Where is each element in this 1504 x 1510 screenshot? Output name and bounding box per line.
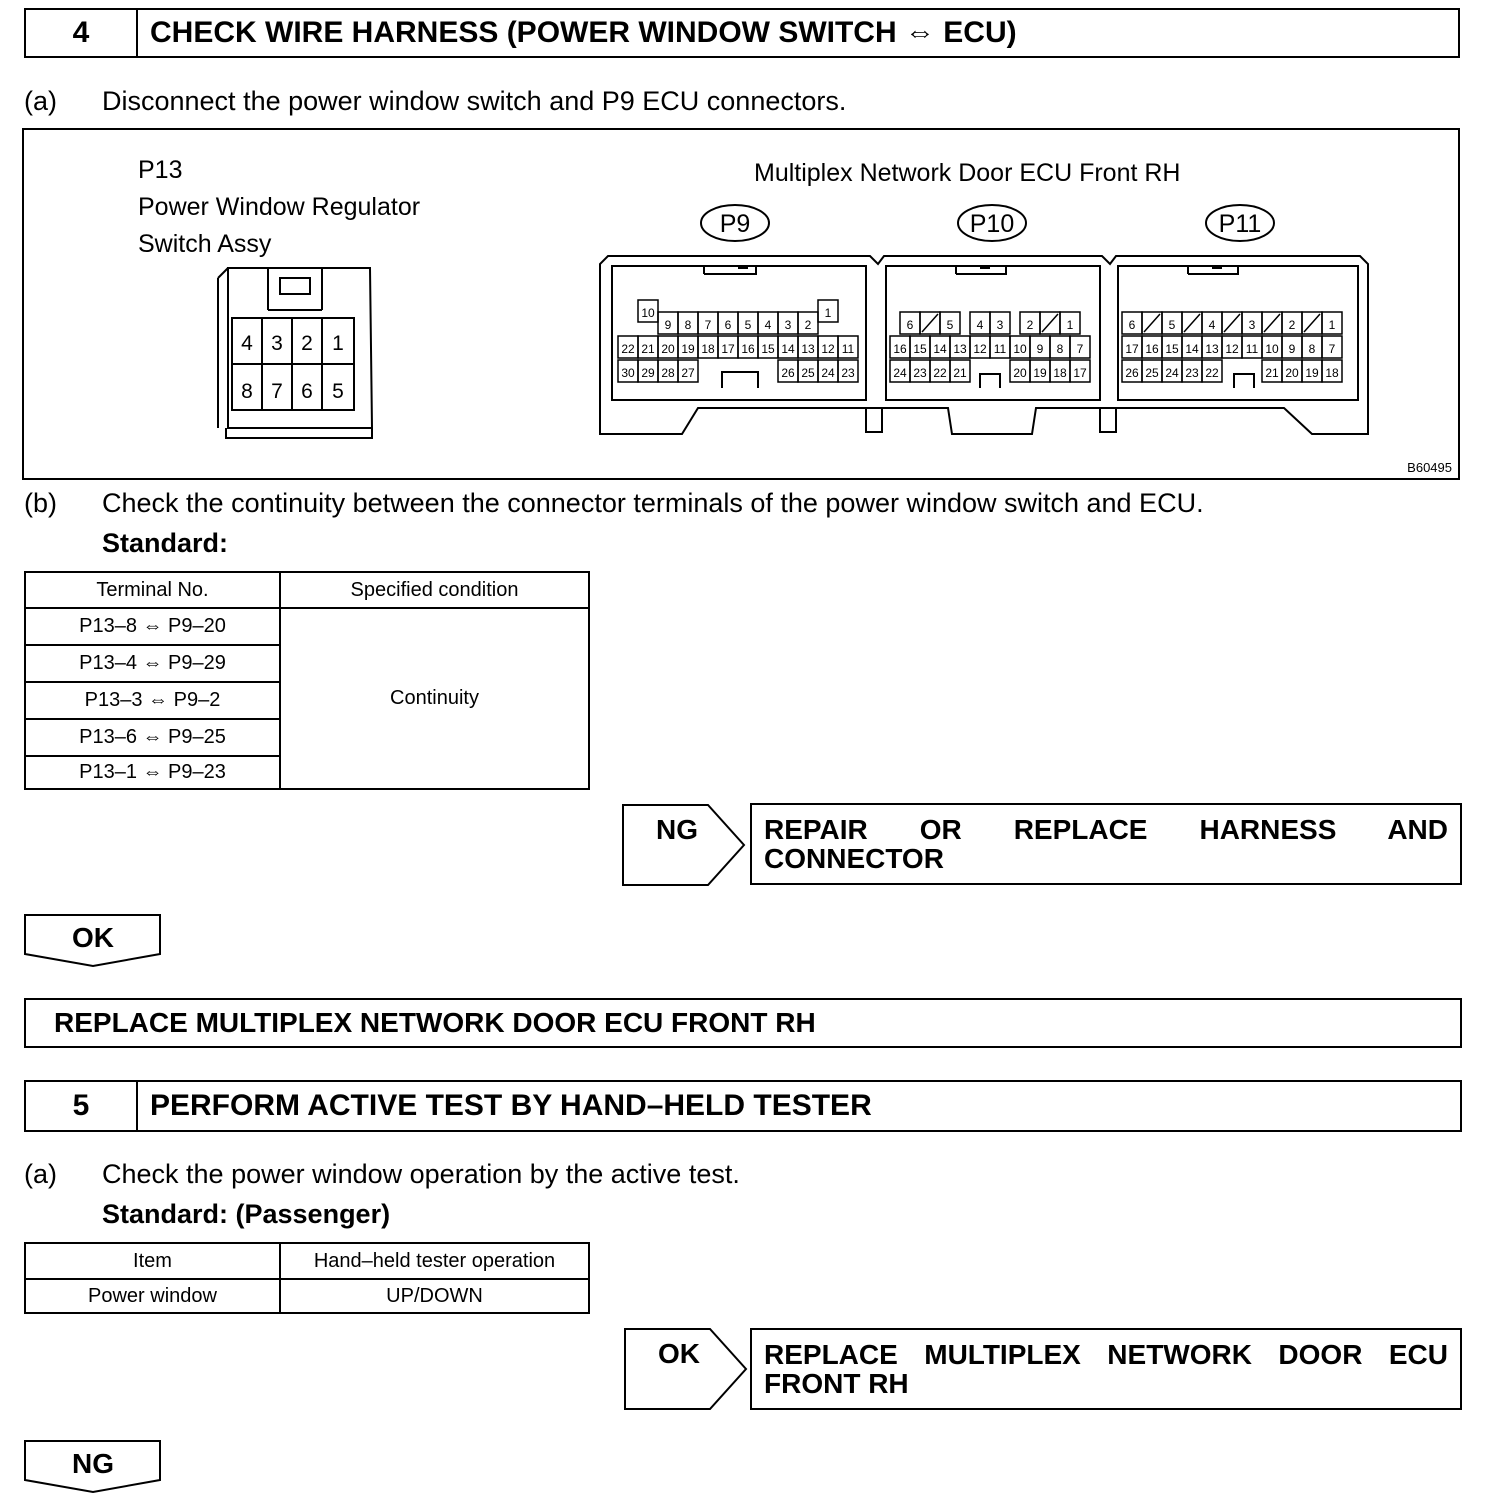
ecu-pin-label: 26 (1125, 366, 1139, 380)
switch-label-p13: P13 (138, 156, 183, 184)
ecu-pin-label: 21 (641, 342, 655, 356)
ecu-pin-label: 20 (1285, 366, 1299, 380)
ecu-pin-label: 2 (1026, 318, 1034, 332)
ecu-pin-label: 22 (621, 342, 635, 356)
step4-ng-arrow (622, 804, 746, 886)
p13-pin: 7 (271, 380, 283, 403)
active-test-table (24, 1242, 590, 1314)
ecu-pin-label: 17 (721, 342, 735, 356)
ecu-pin-label: 10 (1013, 342, 1027, 356)
step5-ng-label: NG (72, 1448, 114, 1479)
ecu-pin-label: 23 (913, 366, 927, 380)
step4-ng-label: NG (656, 814, 698, 845)
step4-standard-label: Standard: (102, 528, 229, 558)
ecu-pin-label: 20 (1013, 366, 1027, 380)
terminal-cell: P13–1 ⇔ P9–23 (25, 756, 280, 789)
ecu-pin-label: 24 (893, 366, 907, 380)
ecu-pin-label: 17 (1073, 366, 1087, 380)
table-header: Hand–held tester operation (280, 1243, 589, 1279)
connector-diagram (22, 128, 1462, 482)
terminal-cell: P13–3 ⇔ P9–2 (25, 682, 280, 719)
ecu-pin-label: 30 (621, 366, 635, 380)
ecu-pin-slash (1184, 314, 1200, 332)
ecu-pin-label: 5 (744, 318, 752, 332)
ecu-pin-label: 6 (906, 318, 914, 332)
ecu-pin-label: 9 (1036, 342, 1044, 356)
ecu-pin-label: 15 (913, 342, 927, 356)
item-cell: Power window (25, 1279, 280, 1313)
ecu-pin-label: 16 (741, 342, 755, 356)
p13-pin: 2 (301, 332, 313, 355)
ecu-pin-label: 23 (1185, 366, 1199, 380)
p10-name: P10 (969, 210, 1015, 238)
ecu-pin-label: 15 (1165, 342, 1179, 356)
ecu-pin-label: 19 (681, 342, 695, 356)
ecu-pin-label: 12 (1225, 342, 1239, 356)
ecu-pin-slash (922, 314, 938, 332)
ecu-pin-slash (1224, 314, 1240, 332)
ecu-pin-label: 25 (1145, 366, 1159, 380)
ecu-pin-label: 17 (1125, 342, 1139, 356)
ecu-pin-slash (1304, 314, 1320, 332)
ecu-pin-label: 13 (1205, 342, 1219, 356)
p13-pin: 5 (332, 380, 344, 403)
ecu-pin-label: 28 (661, 366, 675, 380)
ecu-pin-label: 5 (1168, 318, 1176, 332)
ecu-pin-label: 10 (641, 306, 655, 320)
ecu-pin-label: 16 (893, 342, 907, 356)
p9-name: P9 (719, 210, 751, 238)
step4-a-text: Disconnect the power window switch and P9 ECU connectors. (102, 86, 847, 116)
step4-ok-label: OK (72, 922, 114, 953)
step5-ng-tab (24, 1440, 162, 1494)
ecu-pin-label: 18 (1325, 366, 1339, 380)
table-header: Item (25, 1243, 280, 1279)
step5-a (24, 1159, 740, 1190)
table-header: Terminal No. (25, 572, 280, 608)
ecu-pin-label: 22 (1205, 366, 1219, 380)
step4-b-label: (b) (24, 488, 57, 518)
step5-a-text: Check the power window operation by the active test. (102, 1159, 740, 1189)
step4-title: CHECK WIRE HARNESS (POWER WINDOW SWITCH ⇔ ECU) (150, 16, 1017, 49)
ecu-pin-label: 21 (953, 366, 967, 380)
step4-number: 4 (26, 10, 138, 56)
ecu-pin-label: 2 (804, 318, 812, 332)
p13-pin: 3 (271, 332, 283, 355)
ecu-pin-label: 7 (1328, 342, 1336, 356)
ecu-pin-label: 3 (784, 318, 792, 332)
ecu-pin-slash (1144, 314, 1160, 332)
ecu-pin-label: 19 (1305, 366, 1319, 380)
step4-header (24, 8, 1460, 58)
step4-ok-tab (24, 914, 162, 968)
ecu-pin-label: 4 (1208, 318, 1216, 332)
ecu-pin-label: 13 (801, 342, 815, 356)
step4-b (24, 488, 1204, 519)
ecu-pin-label: 15 (761, 342, 775, 356)
ecu-pin-label: 8 (1056, 342, 1064, 356)
p11-name: P11 (1218, 210, 1262, 238)
ecu-pin-label: 25 (801, 366, 815, 380)
ecu-pin-label: 18 (701, 342, 715, 356)
ecu-pin-label: 26 (781, 366, 795, 380)
ecu-pin-label: 8 (1308, 342, 1316, 356)
ecu-pin-label: 6 (724, 318, 732, 332)
ecu-pin-label: 4 (976, 318, 984, 332)
p13-pin: 1 (332, 332, 344, 355)
ecu-title: Multiplex Network Door ECU Front RH (754, 159, 1181, 187)
ecu-pin-label: 11 (993, 342, 1007, 356)
step4-ok-result: REPLACE MULTIPLEX NETWORK DOOR ECU FRONT RH (24, 998, 1462, 1048)
step5-ok-result: REPLACE MULTIPLEX NETWORK DOOR ECU FRONT RH (750, 1328, 1462, 1410)
step5-header (24, 1080, 1462, 1132)
ecu-pin-label: 21 (1265, 366, 1279, 380)
step5-number: 5 (26, 1082, 138, 1130)
ecu-pin-label: 8 (684, 318, 692, 332)
ecu-pin-grid (618, 300, 1342, 382)
ecu-pin-label: 10 (1265, 342, 1279, 356)
ecu-pin-label: 11 (841, 342, 855, 356)
p13-pin: 4 (241, 332, 253, 355)
step5-ok-label: OK (658, 1338, 700, 1369)
step5-ok-arrow (624, 1328, 748, 1410)
ecu-pin-label: 18 (1053, 366, 1067, 380)
ecu-pin-label: 14 (1185, 342, 1199, 356)
ecu-pin-slash (1042, 314, 1058, 332)
ecu-pin-slash (1264, 314, 1280, 332)
ecu-pin-label: 7 (704, 318, 712, 332)
ecu-pin-label: 1 (1328, 318, 1336, 332)
ecu-pin-label: 7 (1076, 342, 1084, 356)
step4-a-label: (a) (24, 86, 57, 116)
ecu-pin-label: 24 (821, 366, 835, 380)
ecu-pin-label: 2 (1288, 318, 1296, 332)
ecu-pin-label: 3 (996, 318, 1004, 332)
ecu-pin-label: 14 (781, 342, 795, 356)
terminal-cell: P13–8 ⇔ P9–20 (25, 608, 280, 645)
operation-cell: UP/DOWN (280, 1279, 589, 1313)
ecu-pin-label: 16 (1145, 342, 1159, 356)
ecu-pin-label: 3 (1248, 318, 1256, 332)
ecu-pin-label: 9 (664, 318, 672, 332)
ecu-pin-label: 19 (1033, 366, 1047, 380)
p13-pin: 6 (301, 380, 313, 403)
step5-a-label: (a) (24, 1159, 57, 1189)
step5-standard-label: Standard: (Passenger) (102, 1199, 391, 1229)
ecu-pin-label: 1 (824, 306, 832, 320)
ecu-pin-label: 29 (641, 366, 655, 380)
ecu-pin-label: 13 (953, 342, 967, 356)
ecu-pin-label: 22 (933, 366, 947, 380)
ecu-pin-label: 24 (1165, 366, 1179, 380)
ecu-pin-label: 23 (841, 366, 855, 380)
ecu-pin-label: 1 (1066, 318, 1074, 332)
step5-title: PERFORM ACTIVE TEST BY HAND–HELD TESTER (150, 1089, 872, 1122)
ecu-pin-label: 11 (1245, 342, 1259, 356)
terminal-cell: P13–4 ⇔ P9–29 (25, 645, 280, 682)
table-header: Specified condition (280, 572, 589, 608)
terminal-cell: P13–6 ⇔ P9–25 (25, 719, 280, 756)
figure-id: B60495 (1407, 460, 1452, 475)
step4-ng-result: REPAIR OR REPLACE HARNESS AND CONNECTOR (750, 803, 1462, 885)
ecu-pin-label: 14 (933, 342, 947, 356)
p13-pin: 8 (241, 380, 253, 403)
condition-cell: Continuity (280, 608, 589, 789)
ecu-pin-label: 6 (1128, 318, 1136, 332)
ecu-pin-label: 4 (764, 318, 772, 332)
ecu-pin-label: 27 (681, 366, 695, 380)
continuity-table (24, 571, 590, 790)
step4-a (24, 86, 846, 117)
switch-label-name: Power Window Regulator (138, 193, 421, 221)
ecu-pin-label: 5 (946, 318, 954, 332)
switch-label-assy: Switch Assy (138, 230, 272, 258)
ecu-pin-label: 9 (1288, 342, 1296, 356)
step4-b-text: Check the continuity between the connector terminals of the power window switch and ECU. (102, 488, 1204, 518)
ecu-pin-label: 12 (973, 342, 987, 356)
ecu-pin-label: 20 (661, 342, 675, 356)
ecu-pin-label: 12 (821, 342, 835, 356)
